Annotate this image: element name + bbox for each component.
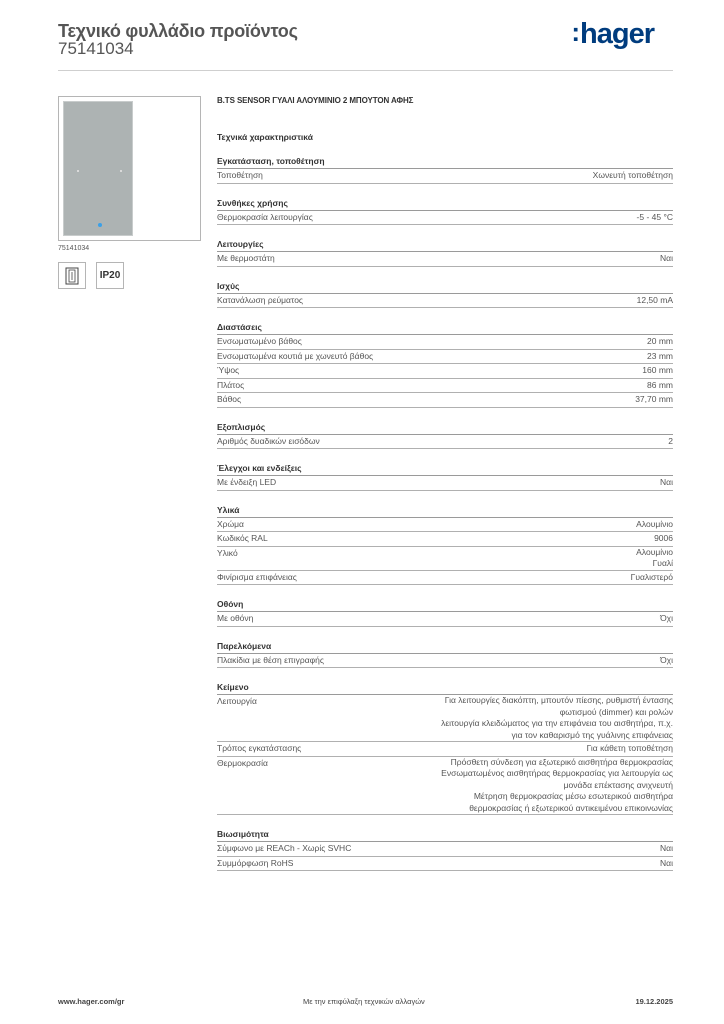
spec-row — [217, 294, 673, 309]
spec-row — [217, 252, 673, 267]
spec-key: Συμμόρφωση RoHS — [217, 857, 294, 868]
spec-value-line: 86 mm — [647, 379, 673, 390]
spec-key: Πλάτος — [217, 379, 245, 390]
spec-value-line: 9006 — [654, 533, 673, 543]
spec-value-line: Χωνευτή τοποθέτηση — [592, 170, 673, 180]
spec-value-line: θερμοκρασίας ή εξωτερικού αντικειμένου επικοινωνίας — [469, 802, 673, 813]
spec-group — [217, 198, 673, 226]
sensor-dot — [120, 170, 122, 172]
spec-key: Χρώμα — [217, 518, 244, 529]
spec-key: Πλακίδια με θέση επιγραφής — [217, 654, 324, 665]
spec-group-title: Έλεγχοι και ενδείξεις — [217, 463, 673, 476]
spec-value-line: Όχι — [660, 613, 673, 623]
spec-value — [636, 518, 673, 532]
spec-value-line: 20 mm — [647, 336, 673, 346]
spec-value — [654, 532, 673, 546]
spec-value — [647, 379, 673, 393]
spec-value — [593, 169, 673, 183]
spec-group — [217, 829, 673, 871]
spec-value — [587, 742, 673, 756]
spec-key: Θερμοκρασία — [217, 757, 268, 768]
spec-value — [631, 571, 673, 585]
spec-group-title: Βιωσιμότητα — [217, 829, 673, 842]
spec-value-line: Γυαλιστερό — [630, 571, 673, 582]
spec-row — [217, 547, 673, 571]
product-name: B.TS SENSOR ΓΥΑΛΙ ΑΛΟΥΜΙΝΙΟ 2 ΜΠΟΥΤΟΝ ΑΦΗΣ — [217, 96, 414, 105]
spec-value-line: Ναι — [660, 477, 673, 487]
spec-value — [642, 364, 673, 378]
spec-row — [217, 211, 673, 226]
product-image-frame — [58, 96, 201, 241]
spec-value-line: Γυαλί — [652, 558, 673, 568]
spec-value-line: Ναι — [660, 857, 673, 868]
spec-value — [637, 294, 673, 308]
spec-group — [217, 641, 673, 669]
spec-group — [217, 239, 673, 267]
spec-value — [647, 335, 673, 349]
spec-value-line: μονάδα επέκτασης ανιχνευτή — [563, 779, 673, 790]
spec-row — [217, 842, 673, 857]
spec-key: Φινίρισμα επιφάνειας — [217, 571, 297, 582]
spec-value-line: λειτουργία κλειδώματος για την επιφάνεια του αισθητήρα, π.χ. — [441, 718, 673, 728]
spec-group — [217, 156, 673, 184]
spec-value — [635, 393, 673, 407]
spec-group — [217, 322, 673, 408]
spec-value-line: Για λειτουργίες διακόπτη, μπουτόν πίεσης, ρυθμιστή έντασης — [444, 695, 673, 705]
spec-group-title: Λειτουργίες — [217, 239, 673, 252]
spec-key: Ύψος — [217, 365, 240, 375]
spec-value — [441, 757, 673, 815]
spec-value — [660, 252, 673, 266]
spec-value-line: φωτισμού (dimmer) και ρολών — [559, 706, 673, 717]
spec-group-title: Οθόνη — [217, 599, 673, 612]
page-header — [58, 18, 673, 71]
spec-content — [217, 96, 673, 871]
footer-url[interactable]: www.hager.com/gr — [58, 997, 125, 1006]
flush-mount-symbol — [65, 267, 79, 285]
spec-group-title: Συνθήκες χρήσης — [217, 198, 673, 211]
footer-note: Με την επιφύλαξη τεχνικών αλλαγών — [303, 997, 425, 1006]
spec-value-line: για τον καθαρισμό της γυάλινης επιφάνειας — [511, 729, 673, 740]
spec-row — [217, 169, 673, 184]
product-code-caption: 75141034 — [58, 245, 90, 252]
spec-row — [217, 435, 673, 450]
led-indicator — [98, 223, 102, 227]
flush-mount-icon — [58, 262, 86, 289]
spec-key: Με οθόνη — [217, 613, 254, 623]
spec-value-line: 160 mm — [642, 365, 673, 375]
spec-row — [217, 532, 673, 547]
spec-key: Κατανάλωση ρεύματος — [217, 294, 304, 305]
spec-value-line: Για κάθετη τοποθέτηση — [586, 743, 673, 753]
spec-key: Λειτουργία — [217, 696, 257, 706]
spec-row — [217, 612, 673, 627]
footer-date: 19.12.2025 — [635, 997, 673, 1006]
spec-row — [217, 335, 673, 350]
ip-rating-badge — [96, 262, 124, 289]
spec-row — [217, 742, 673, 757]
spec-group — [217, 281, 673, 309]
spec-key: Σύμφωνο με REACh - Χωρίς SVHC — [217, 843, 352, 853]
spec-value-line: Ναι — [660, 253, 673, 263]
spec-row — [217, 695, 673, 742]
spec-key: Τοποθέτηση — [217, 170, 263, 180]
spec-key: Βάθος — [217, 394, 242, 404]
section-title: Τεχνικά χαρακτηριστικά — [217, 132, 313, 142]
spec-group — [217, 682, 673, 815]
spec-value-line: Αλουμίνιο — [636, 546, 673, 557]
spec-value — [668, 435, 673, 449]
spec-groups — [217, 156, 673, 871]
spec-value-line: 12,50 mA — [636, 294, 673, 305]
spec-value — [647, 350, 673, 364]
spec-group-title: Εξοπλισμός — [217, 422, 673, 435]
spec-key: Θερμοκρασία λειτουργίας — [217, 211, 313, 222]
spec-value-line: Ενσωματωμένος αισθητήρας θερμοκρασίας για λειτουργία ως — [441, 768, 673, 778]
spec-row — [217, 379, 673, 394]
logo-text: hager — [580, 18, 654, 50]
spec-group-title: Εγκατάσταση, τοποθέτηση — [217, 156, 673, 169]
hager-logo[interactable]: :hager — [571, 17, 654, 50]
spec-group-title: Ισχύς — [217, 281, 673, 294]
spec-value — [660, 654, 673, 668]
spec-value-line: -5 - 45 °C — [636, 211, 673, 222]
spec-value-line: Αλουμίνιο — [636, 518, 673, 529]
spec-value — [636, 547, 673, 570]
product-image — [63, 101, 133, 236]
spec-group — [217, 422, 673, 450]
spec-row — [217, 571, 673, 586]
spec-value — [441, 695, 673, 741]
spec-row — [217, 654, 673, 669]
spec-group — [217, 463, 673, 491]
spec-value-line: Μέτρηση θερμοκρασίας μέσω εσωτερικού αισθητήρα — [473, 791, 673, 801]
spec-key: Με θερμοστάτη — [217, 253, 275, 263]
spec-key: Τρόπος εγκατάστασης — [217, 743, 302, 753]
spec-key: Κωδικός RAL — [217, 533, 268, 543]
product-code: 75141034 — [58, 39, 134, 58]
spec-value-line: 37,70 mm — [635, 394, 673, 404]
spec-row — [217, 857, 673, 872]
spec-group-title: Παρελκόμενα — [217, 641, 673, 654]
spec-key: Αριθμός δυαδικών εισόδων — [217, 435, 320, 446]
spec-group-title: Κείμενο — [217, 682, 673, 695]
spec-row — [217, 350, 673, 365]
spec-value-line: 2 — [668, 435, 673, 446]
spec-group — [217, 599, 673, 627]
spec-key: Υλικό — [217, 547, 238, 558]
spec-key: Ενσωματωμένο βάθος — [217, 336, 302, 346]
spec-value — [660, 857, 673, 871]
spec-group — [217, 505, 673, 586]
page-title: Τεχνικό φυλλάδιο προϊόντος — [58, 21, 298, 41]
spec-value — [637, 211, 673, 225]
spec-value-line: Όχι — [660, 654, 673, 665]
spec-row — [217, 518, 673, 533]
spec-value-line: Πρόσθετη σύνδεση για εξωτερικό αισθητήρα θερμοκρασίας — [450, 756, 673, 767]
spec-value — [660, 842, 673, 856]
spec-row — [217, 757, 673, 816]
sensor-dot — [77, 170, 79, 172]
spec-value — [660, 612, 673, 626]
spec-group-title: Υλικά — [217, 505, 673, 518]
spec-group-title: Διαστάσεις — [217, 322, 673, 335]
ip-rating-text: IP20 — [99, 270, 121, 281]
spec-value-line: Ναι — [660, 843, 673, 853]
spec-row — [217, 364, 673, 379]
spec-row — [217, 393, 673, 408]
spec-row — [217, 476, 673, 491]
spec-key: Με ένδειξη LED — [217, 477, 277, 487]
spec-key: Ενσωματωμένα κουτιά με χωνευτό βάθος — [217, 350, 374, 361]
spec-value-line: 23 mm — [647, 350, 673, 361]
spec-value — [660, 476, 673, 490]
